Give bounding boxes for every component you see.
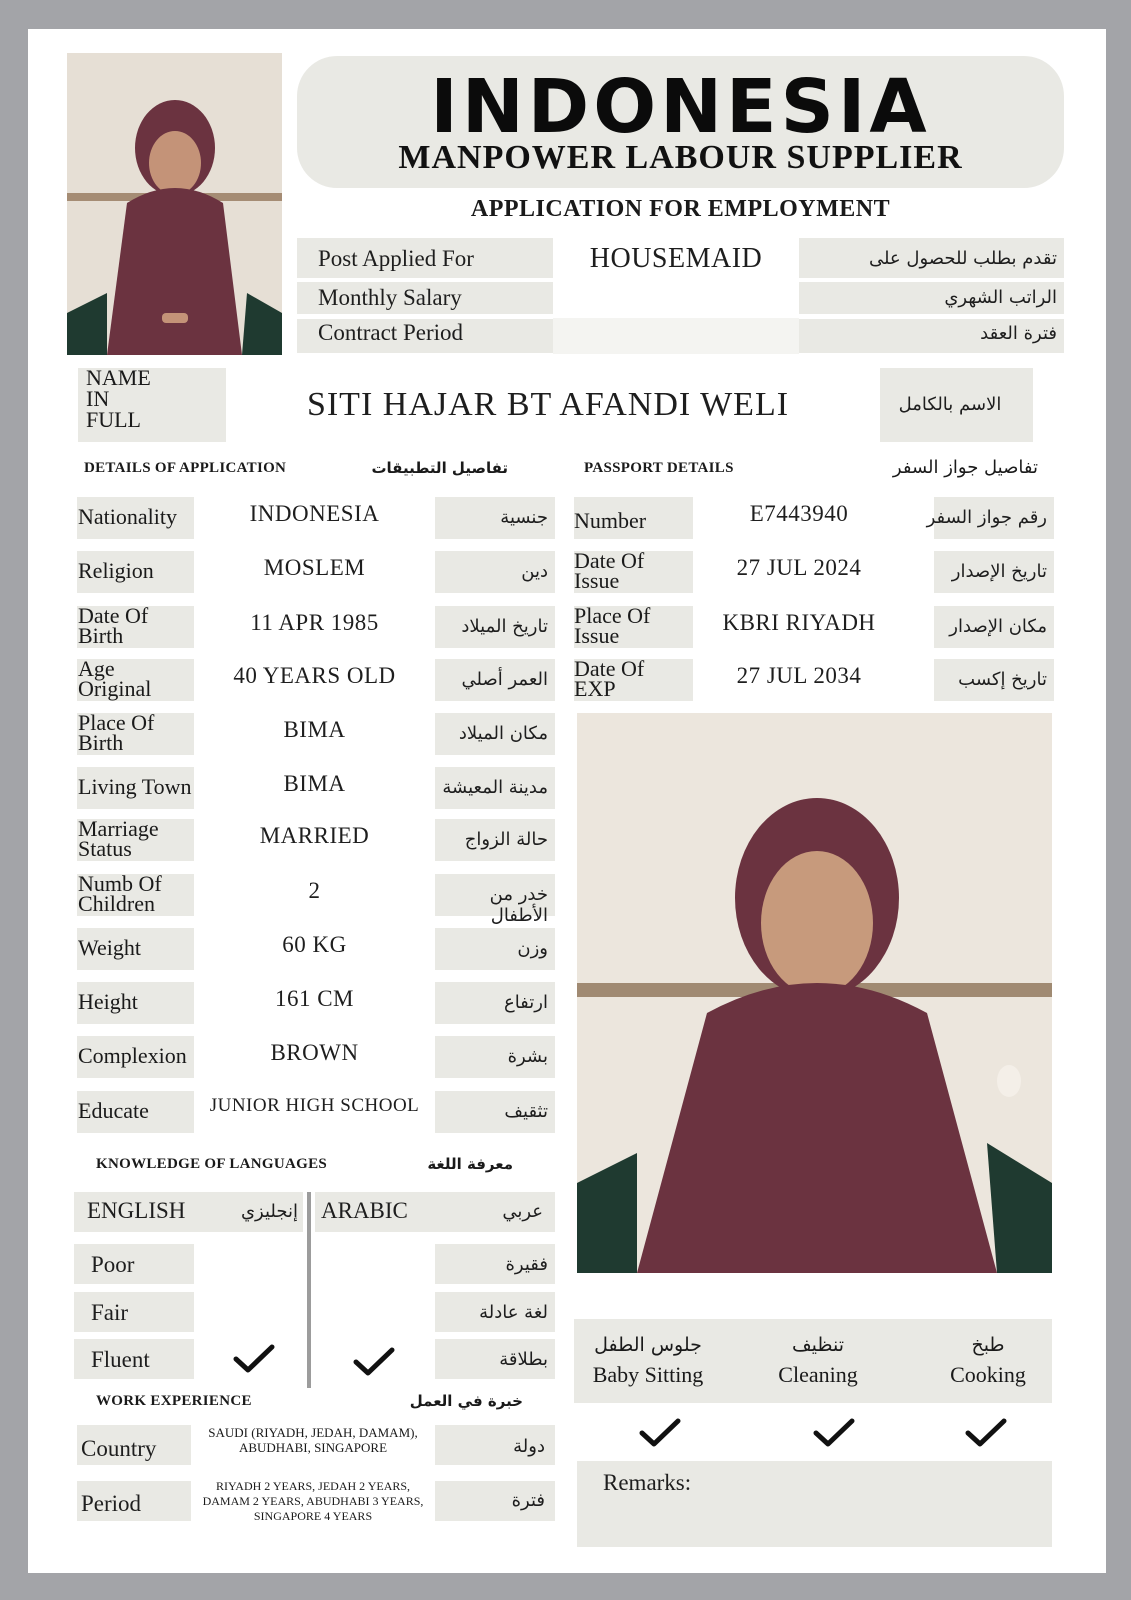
english-label: ENGLISH [87,1198,186,1223]
skill-en: Baby Sitting [592,1362,704,1387]
detail-label-line2: Birth [78,730,124,755]
detail-ar: مدينة المعيشة [442,777,548,798]
detail-label-line2: Status [78,836,132,861]
language-level-ar: لغة عادلة [479,1302,548,1323]
language-divider [307,1192,311,1388]
passport-label [574,506,646,536]
monthly-salary-label: Monthly Salary [318,285,462,310]
detail-value: MOSLEM [263,555,366,580]
passport-ar: تاريخ الإصدار [951,561,1047,582]
detail-value: INDONESIA [249,501,380,526]
passport-ar: مكان الإصدار [949,616,1047,637]
detail-ar: جنسية [500,507,548,528]
passport-ar: رقم جواز السفر [926,507,1047,528]
arabic-level-check-icon [353,1347,395,1382]
detail-ar: حالة الزواج [464,829,548,850]
post-applied-value: HOUSEMAID [589,243,763,274]
detail-value: 2 [308,878,321,903]
passport-label-line2: EXP [574,676,616,701]
name-label: NAME IN FULL [86,365,151,432]
skill-check-icon [639,1418,681,1453]
detail-ar: تثقيف [504,1101,548,1122]
detail-value: BIMA [283,771,346,796]
detail-label-line1: Age [78,656,115,681]
detail-label [78,933,141,963]
detail-label-line1: Nationality [78,504,177,529]
passport-label-line1: Date Of [574,548,645,573]
remarks-label: Remarks: [603,1470,692,1495]
detail-ar: دين [521,561,548,582]
passport-label-line1: Place Of [574,603,651,628]
form-title: APPLICATION FOR EMPLOYMENT [470,196,891,222]
skill-ar: جلوس الطفل [594,1334,702,1356]
english-label-ar: إنجليزي [240,1201,298,1222]
detail-label-line1: Marriage [78,816,159,841]
detail-value: BIMA [283,717,346,742]
passport-label [574,656,645,701]
contract-period-ar: فترة العقد [980,323,1057,344]
contract-period-label: Contract Period [318,320,463,345]
detail-value: JUNIOR HIGH SCHOOL [209,1095,420,1116]
language-level-label: Poor [91,1252,135,1277]
exp-period-value: RIYADH 2 YEARS, JEDAH 2 YEARS, DAMAM 2 YEARS, ABUDHABI 3 YEARS, SINGAPORE 4 YEARS [202,1479,424,1523]
detail-label [78,556,154,586]
passport-label-line1: Number [574,508,647,533]
skill-ar: تنظيف [791,1334,844,1356]
skill-en: Cleaning [778,1362,858,1387]
detail-ar: ارتفاع [503,992,548,1013]
skill-en: Cooking [950,1362,1026,1387]
passport-value: E7443940 [749,501,849,526]
detail-label-line1: Educate [78,1098,149,1123]
exp-country-ar: دولة [513,1436,545,1457]
skill-check-icon [965,1418,1007,1453]
salary-value-cell [553,282,799,314]
detail-label [78,656,152,701]
detail-ar: تاريخ الميلاد [461,616,548,637]
languages-heading-ar: معرفة اللغة [427,1155,513,1173]
detail-ar: وزن [517,938,548,959]
detail-label [78,710,155,755]
detail-label-line1: Complexion [78,1043,187,1068]
passport-value: KBRI RIYADH [722,610,876,635]
detail-label [78,816,159,861]
language-level-label: Fair [91,1300,129,1325]
application-sheet [28,29,1106,1573]
detail-label-line1: Numb Of [78,871,162,896]
arabic-label-ar: عربي [502,1201,543,1222]
details-heading: DETAILS OF APPLICATION [84,460,287,476]
applicant-photo-small [67,53,282,355]
detail-ar: بشرة [507,1046,548,1067]
detail-label [78,502,177,532]
monthly-salary-ar: الراتب الشهري [944,287,1057,308]
applicant-photo-large [577,713,1052,1273]
passport-value: 27 JUL 2024 [736,555,862,580]
detail-label-line1: Height [78,989,138,1014]
company-name: MANPOWER LABOUR SUPPLIER [398,139,963,176]
detail-value: 60 KG [282,932,347,957]
skills-panel [574,1319,1052,1403]
detail-label-line2: Birth [78,623,124,648]
arabic-label: ARABIC [321,1198,408,1223]
detail-value: MARRIED [259,823,370,848]
detail-label [78,987,138,1017]
full-name-value: SITI HAJAR BT AFANDI WELI [306,386,790,423]
english-level-check-icon [233,1344,275,1379]
passport-label [574,603,651,648]
experience-heading: WORK EXPERIENCE [96,1393,252,1409]
detail-label-line2: Children [78,891,155,916]
detail-label [78,772,192,802]
language-level-label: Fluent [91,1347,150,1372]
language-level-ar: فقيرة [505,1254,548,1275]
detail-label-line1: Date Of [78,603,149,628]
passport-heading: PASSPORT DETAILS [584,460,734,476]
contract-value-cell [553,318,799,354]
passport-label-line1: Date Of [574,656,645,681]
detail-ar: العمر أصلي [461,669,548,690]
detail-label [78,1041,187,1071]
exp-period-ar: فترة [511,1490,545,1511]
languages-heading: KNOWLEDGE OF LANGUAGES [96,1156,328,1172]
passport-label-line2: Issue [574,568,620,593]
detail-label-line1: Weight [78,935,141,960]
passport-label [574,548,645,593]
detail-label-line2: Original [78,676,152,701]
details-heading-ar: تفاصيل التطبيقات [371,459,508,477]
passport-ar: تاريخ إكسب [958,669,1047,690]
skill-ar: طبخ [971,1334,1005,1356]
detail-value: 11 APR 1985 [250,610,379,635]
passport-label-line2: Issue [574,623,620,648]
exp-period-label: Period [81,1491,142,1516]
post-applied-label: Post Applied For [318,246,474,271]
detail-label-line1: Place Of [78,710,155,735]
post-applied-ar: تقدم بطلب للحصول على [868,248,1057,269]
language-level-ar: بطلاقة [499,1349,548,1370]
detail-label-line1: Religion [78,558,154,583]
exp-country-label: Country [81,1436,157,1461]
passport-heading-ar: تفاصيل جواز السفر [892,457,1038,478]
detail-value: 40 YEARS OLD [233,663,396,688]
detail-label-line1: Living Town [78,774,192,799]
full-name-ar: الاسم بالكامل [898,394,1002,415]
passport-value: 27 JUL 2034 [736,663,862,688]
skill-check-icon [813,1418,855,1453]
detail-value: 161 CM [274,986,355,1011]
exp-country-value: SAUDI (RIYADH, JEDAH, DAMAM), ABUDHABI, SINGAPORE [208,1425,418,1455]
country-title: INDONESIA [430,64,931,150]
experience-heading-ar: خبرة في العمل [409,1392,523,1410]
detail-value: BROWN [270,1040,359,1065]
detail-label [78,871,162,916]
detail-label [78,1096,149,1126]
detail-ar: مكان الميلاد [458,723,548,744]
detail-label [78,603,149,648]
detail-ar: خدر من الأطفال [489,884,548,926]
